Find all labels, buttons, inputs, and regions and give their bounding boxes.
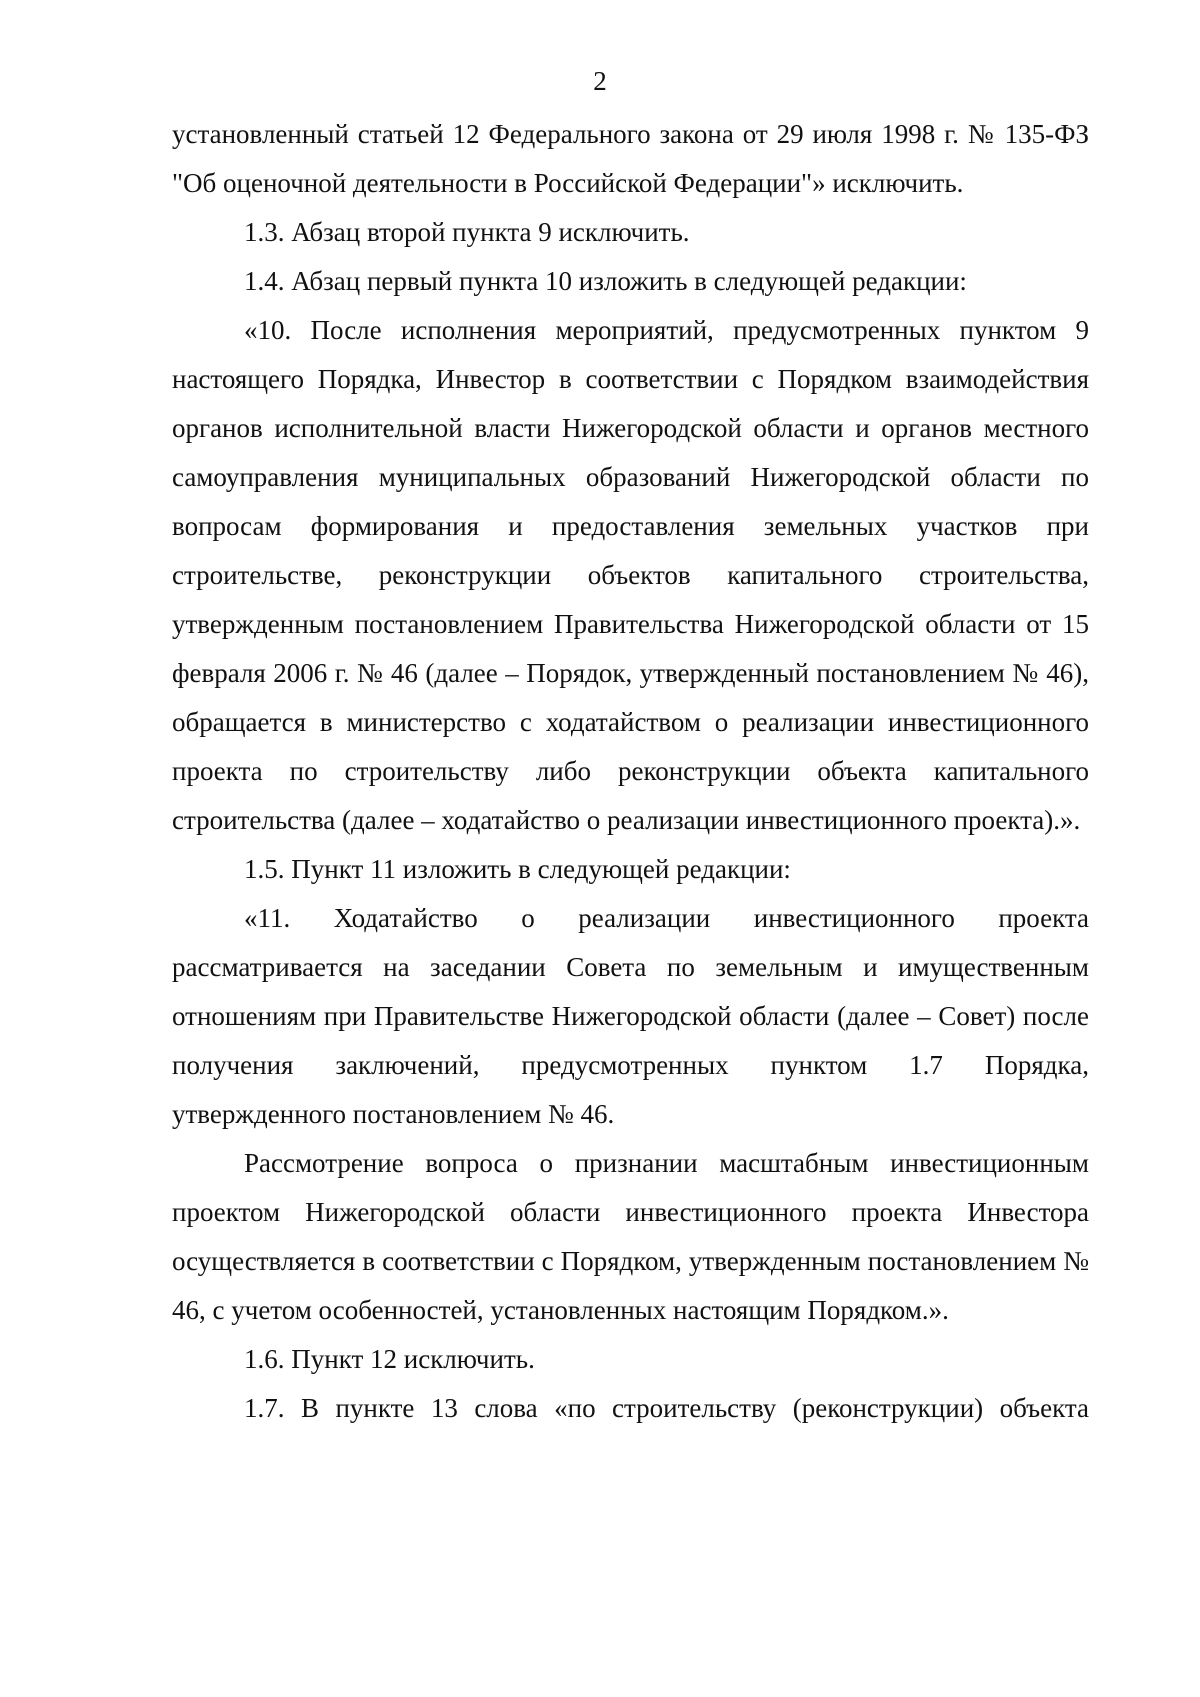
page-number: 2 [593,66,607,96]
paragraph-1-3: 1.3. Абзац второй пункта 9 исключить. [244,217,690,247]
paragraph-consideration: Рассмотрение вопроса о признании масштабным инвестиционным проектом Нижегородской области инвестиционного проекта Инвестора осуществляется в соответствии с Порядком, утвержденным постановлением № 46, с учетом особенностей, установленных настоящим Порядком.». [172,1148,1089,1325]
paragraph-1-5: 1.5. Пункт 11 изложить в следующей редакции: [244,854,791,884]
paragraph-1-4: 1.4. Абзац первый пункта 10 изложить в следующей редакции: [244,266,967,296]
document-body [172,110,1089,1433]
paragraph-1-7-text: 1.7. В пункте 13 слова «по строительству (реконструкции) объекта [244,1393,1089,1423]
paragraph-item-10: «10. После исполнения мероприятий, предусмотренных пунктом 9 настоящего Порядка, Инвестор в соответствии с Порядком взаимодействия органов исполнительной власти Нижегородской области и органов местного самоуправления муниципальных образований Нижегородской области по вопросам формирования и предоставления земельных участков при строительстве, реконструкции объектов капитального строительства, утвержденным постановлением Правительства Нижегородской области от 15 февраля 2006 г. № 46 (далее – Порядок, утвержденный постановлением № 46), обращается в министерство с ходатайством о реализации инвестиционного проекта по строительству либо реконструкции объекта капитального строительства (далее – ходатайство о реализации инвестиционного проекта).». [172,315,1089,835]
paragraph-1-7 [172,1384,1089,1433]
paragraph-1-6: 1.6. Пункт 12 исключить. [244,1344,535,1374]
paragraph-item-11: «11. Ходатайство о реализации инвестиционного проекта рассматривается на заседании Совета по земельным и имущественным отношениям при Правительстве Нижегородской области (далее – Совет) после получения заключений, предусмотренных пунктом 1.7 Порядка, утвержденного постановлением № 46. [172,903,1089,1129]
paragraph-intro: установленный статьей 12 Федерального закона от 29 июля 1998 г. № 135-ФЗ "Об оценочной деятельности в Российской Федерации"» исключить. [172,119,1089,198]
